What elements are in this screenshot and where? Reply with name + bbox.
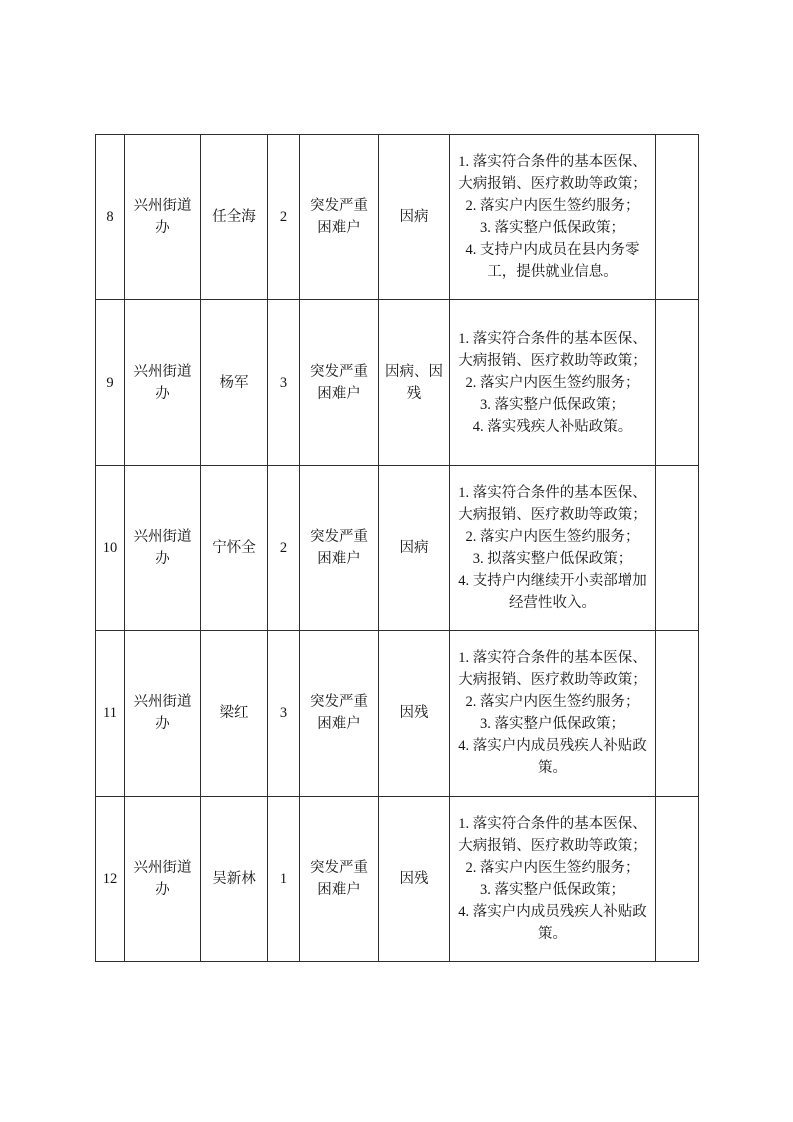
measure-item: 1. 落实符合条件的基本医保、大病报销、医疗救助等政策； <box>458 815 647 854</box>
measure-item: 2. 落实户内医生签约服务； <box>465 694 640 711</box>
office-cell: 兴州街道办 <box>125 631 201 796</box>
measure-item: 3. 拟落实整户低保政策； <box>472 550 633 567</box>
measures-cell <box>450 631 656 796</box>
empty-cell <box>656 465 699 630</box>
cause-cell: 因病 <box>379 465 450 630</box>
office-cell: 兴州街道办 <box>125 300 201 465</box>
empty-cell <box>656 631 699 796</box>
count-cell: 1 <box>268 796 300 961</box>
measure-item: 1. 落实符合条件的基本医保、大病报销、医疗救助等政策； <box>458 484 647 523</box>
table-row <box>96 796 699 961</box>
count-cell: 3 <box>268 300 300 465</box>
measures-cell <box>450 300 656 465</box>
office-cell: 兴州街道办 <box>125 465 201 630</box>
empty-cell <box>656 796 699 961</box>
measure-item: 4. 落实户内成员残疾人补贴政策。 <box>458 903 647 942</box>
measure-item: 2. 落实户内医生签约服务； <box>465 528 640 545</box>
measures-cell <box>450 135 656 300</box>
table-row <box>96 135 699 300</box>
measure-item: 2. 落实户内医生签约服务； <box>465 198 640 215</box>
measures-cell <box>450 796 656 961</box>
empty-cell <box>656 135 699 300</box>
category-cell: 突发严重困难户 <box>300 465 379 630</box>
measure-item: 4. 落实残疾人补贴政策。 <box>472 418 633 435</box>
measure-item: 3. 落实整户低保政策； <box>480 220 625 237</box>
name-cell: 梁红 <box>201 631 268 796</box>
empty-cell <box>656 300 699 465</box>
office-cell: 兴州街道办 <box>125 135 201 300</box>
measure-item: 4. 支持户内继续开小卖部增加经营性收入。 <box>458 572 647 611</box>
measure-item: 1. 落实符合条件的基本医保、大病报销、医疗救助等政策； <box>458 650 647 689</box>
table-body <box>96 135 699 962</box>
category-cell: 突发严重困难户 <box>300 631 379 796</box>
name-cell: 宁怀全 <box>201 465 268 630</box>
row-index-cell: 9 <box>96 300 125 465</box>
measure-item: 1. 落实符合条件的基本医保、大病报销、医疗救助等政策； <box>458 154 647 193</box>
cause-cell: 因残 <box>379 796 450 961</box>
row-index-cell: 12 <box>96 796 125 961</box>
measure-item: 3. 落实整户低保政策； <box>480 881 625 898</box>
category-cell: 突发严重困难户 <box>300 796 379 961</box>
count-cell: 2 <box>268 465 300 630</box>
table-row <box>96 300 699 465</box>
measure-item: 2. 落实户内医生签约服务； <box>465 859 640 876</box>
table-row <box>96 465 699 630</box>
measure-item: 3. 落实整户低保政策； <box>480 716 625 733</box>
count-cell: 3 <box>268 631 300 796</box>
name-cell: 杨军 <box>201 300 268 465</box>
measure-item: 1. 落实符合条件的基本医保、大病报销、医疗救助等政策； <box>458 330 647 369</box>
measure-item: 4. 落实户内成员残疾人补贴政策。 <box>458 738 647 777</box>
measure-item: 3. 落实整户低保政策； <box>480 396 625 413</box>
cause-cell: 因残 <box>379 631 450 796</box>
category-cell: 突发严重困难户 <box>300 135 379 300</box>
household-assistance-table <box>95 134 699 962</box>
row-index-cell: 8 <box>96 135 125 300</box>
row-index-cell: 11 <box>96 631 125 796</box>
name-cell: 吴新林 <box>201 796 268 961</box>
cause-cell: 因病、因残 <box>379 300 450 465</box>
category-cell: 突发严重困难户 <box>300 300 379 465</box>
table-row <box>96 631 699 796</box>
count-cell: 2 <box>268 135 300 300</box>
measure-item: 2. 落实户内医生签约服务； <box>465 374 640 391</box>
cause-cell: 因病 <box>379 135 450 300</box>
measure-item: 4. 支持户内成员在县内务零工，提供就业信息。 <box>465 242 640 281</box>
office-cell: 兴州街道办 <box>125 796 201 961</box>
measures-cell <box>450 465 656 630</box>
name-cell: 任全海 <box>201 135 268 300</box>
row-index-cell: 10 <box>96 465 125 630</box>
